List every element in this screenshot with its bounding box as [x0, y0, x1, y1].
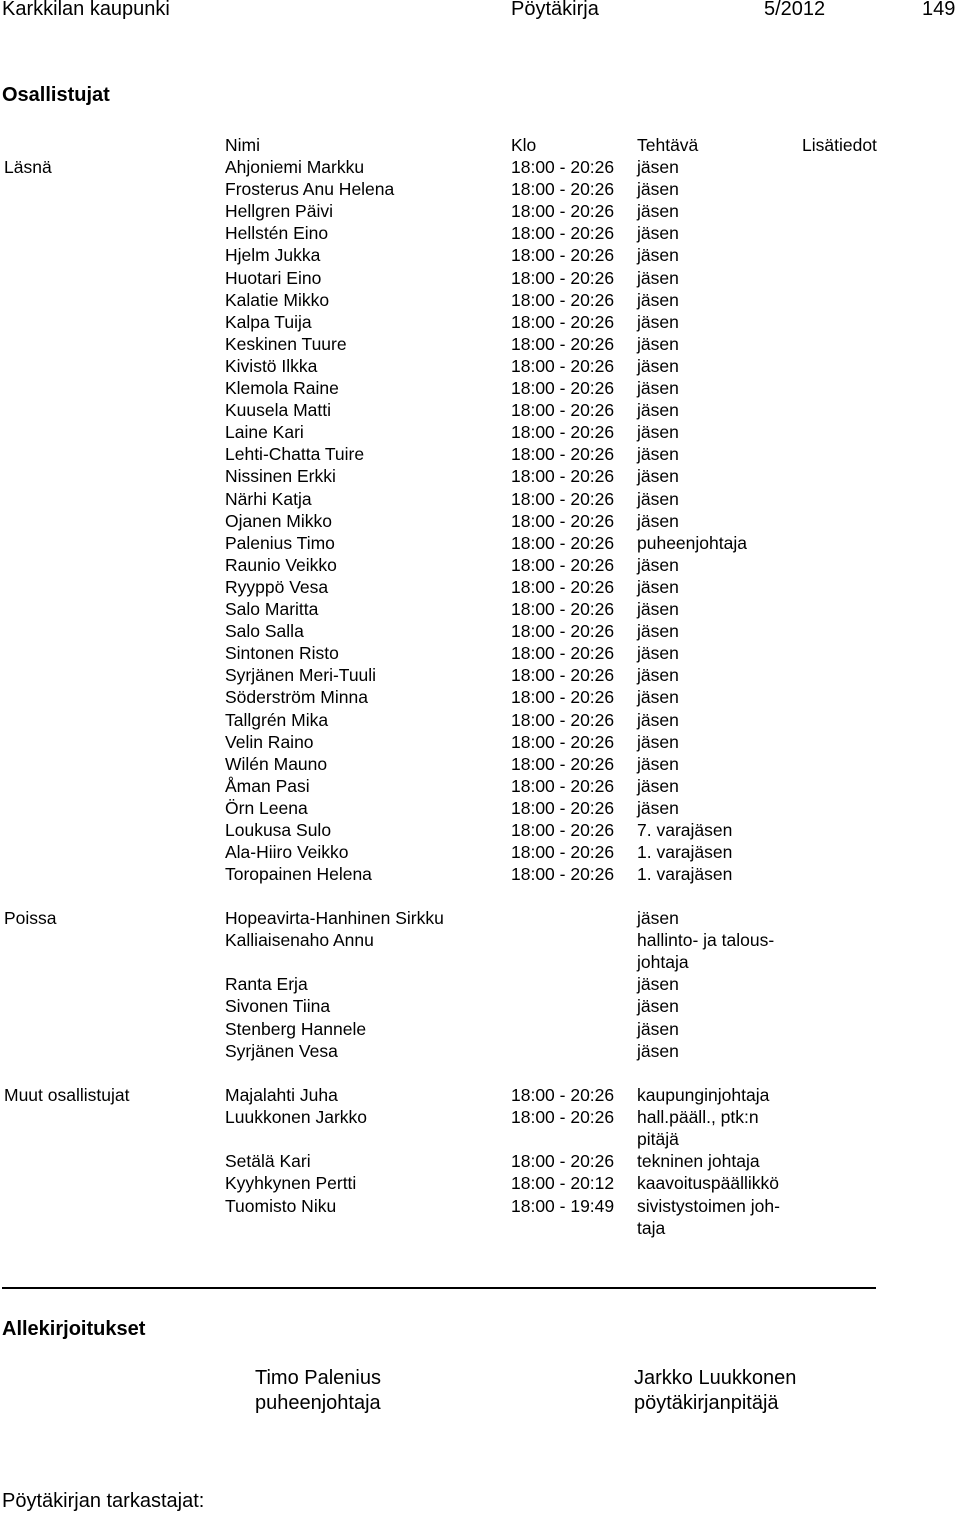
- participant-name: Syrjänen Meri-Tuuli: [225, 665, 377, 686]
- other-time: 18:00 - 19:49: [511, 1195, 615, 1216]
- other-role: kaavoituspäällikkö: [637, 1173, 780, 1194]
- other-role: sivistystoimen joh-: [637, 1195, 780, 1216]
- participant-role: jäsen: [637, 289, 679, 310]
- participant-time: 18:00 - 20:26: [511, 864, 615, 885]
- absent-name: Sivonen Tiina: [225, 996, 331, 1017]
- absent-name: Syrjänen Vesa: [225, 1040, 338, 1061]
- participant-time: 18:00 - 20:26: [511, 797, 615, 818]
- participant-time: 18:00 - 20:26: [511, 731, 615, 752]
- participant-role: jäsen: [637, 355, 679, 376]
- participant-time: 18:00 - 20:26: [511, 378, 615, 398]
- participant-role: jäsen: [637, 267, 679, 288]
- other-name: Tuomisto Niku: [225, 1195, 337, 1216]
- signer-title: puheenjohtaja: [255, 1392, 381, 1414]
- other-name: Kyyhkynen Pertti: [225, 1173, 357, 1194]
- other-time: 18:00 - 20:26: [511, 1085, 615, 1105]
- absent-role: jäsen: [637, 1018, 679, 1039]
- participant-time: 18:00 - 20:26: [511, 643, 615, 664]
- participant-time: 18:00 - 20:26: [511, 267, 615, 288]
- other-time: 18:00 - 20:26: [511, 1107, 615, 1128]
- participant-name: Toropainen Helena: [225, 864, 372, 885]
- participant-name: Salo Salla: [225, 621, 304, 642]
- signatures-title: Allekirjoitukset: [2, 1318, 146, 1340]
- document-type: Pöytäkirja: [511, 0, 599, 20]
- absent-name: Ranta Erja: [225, 974, 308, 995]
- participant-time: 18:00 - 20:26: [511, 422, 615, 443]
- other-name: Setälä Kari: [225, 1151, 311, 1172]
- participant-time: 18:00 - 20:26: [511, 621, 615, 642]
- participant-time: 18:00 - 20:26: [511, 223, 615, 244]
- absent-role: jäsen: [637, 908, 679, 928]
- participant-time: 18:00 - 20:26: [511, 245, 615, 266]
- absent-name: Kalliaisenaho Annu: [225, 930, 374, 951]
- participant-role: jäsen: [637, 333, 679, 354]
- participant-role: jäsen: [637, 245, 679, 266]
- reviewers-label: Pöytäkirjan tarkastajat:: [2, 1490, 205, 1512]
- participant-role: jäsen: [637, 731, 679, 752]
- participant-role: 1. varajäsen: [637, 842, 733, 863]
- issue-number: 5/2012: [764, 0, 826, 20]
- participant-name: Klemola Raine: [225, 378, 339, 398]
- participant-time: 18:00 - 20:26: [511, 289, 615, 310]
- column-header-name: Nimi: [225, 135, 260, 155]
- participant-role: jäsen: [637, 157, 679, 177]
- participant-time: 18:00 - 20:26: [511, 466, 615, 487]
- participant-name: Kivistö Ilkka: [225, 355, 318, 376]
- participant-role: jäsen: [637, 444, 679, 465]
- participant-role: puheenjohtaja: [637, 532, 747, 553]
- participant-name: Hellstén Eino: [225, 223, 329, 244]
- participant-role: jäsen: [637, 621, 679, 642]
- absent-name: Hopeavirta-Hanhinen Sirkku: [225, 908, 444, 928]
- absent-label: Poissa: [4, 908, 57, 928]
- participant-name: Hjelm Jukka: [225, 245, 321, 266]
- participant-name: Keskinen Tuure: [225, 333, 347, 354]
- signer-title: pöytäkirjanpitäjä: [634, 1392, 779, 1414]
- participant-name: Hellgren Päivi: [225, 201, 333, 222]
- participant-role: jäsen: [637, 643, 679, 664]
- municipality-name: Karkkilan kaupunki: [2, 0, 170, 20]
- participant-role: jäsen: [637, 753, 679, 774]
- page-number: 149: [922, 0, 956, 20]
- participant-name: Ahjoniemi Markku: [225, 157, 365, 177]
- present-label: Läsnä: [4, 157, 52, 177]
- column-header-time: Klo: [511, 135, 537, 155]
- other-role: hall.pääll., ptk:n: [637, 1107, 759, 1128]
- participant-name: Kalpa Tuija: [225, 311, 312, 332]
- participant-time: 18:00 - 20:26: [511, 709, 615, 730]
- section-divider: [2, 1287, 876, 1289]
- participant-role: jäsen: [637, 775, 679, 796]
- participant-role: jäsen: [637, 201, 679, 222]
- participant-name: Ala-Hiiro Veikko: [225, 842, 349, 863]
- participant-name: Närhi Katja: [225, 488, 312, 509]
- participant-name: Raunio Veikko: [225, 554, 337, 575]
- other-name: Majalahti Juha: [225, 1085, 338, 1105]
- participant-time: 18:00 - 20:26: [511, 488, 615, 509]
- participant-role: jäsen: [637, 510, 679, 531]
- participant-time: 18:00 - 20:26: [511, 842, 615, 863]
- participant-time: 18:00 - 20:26: [511, 599, 615, 619]
- others-label: Muut osallistujat: [4, 1085, 130, 1105]
- participant-role: jäsen: [637, 576, 679, 597]
- participant-role: jäsen: [637, 179, 679, 200]
- participant-name: Huotari Eino: [225, 267, 322, 288]
- other-time: 18:00 - 20:26: [511, 1151, 615, 1172]
- participant-time: 18:00 - 20:26: [511, 311, 615, 332]
- participant-name: Tallgrén Mika: [225, 709, 329, 730]
- participant-name: Lehti-Chatta Tuire: [225, 444, 365, 465]
- participants-title: Osallistujat: [2, 84, 110, 106]
- participant-name: Laine Kari: [225, 422, 304, 443]
- participant-time: 18:00 - 20:26: [511, 665, 615, 686]
- other-time: 18:00 - 20:12: [511, 1173, 615, 1194]
- participant-name: Söderström Minna: [225, 687, 368, 708]
- participant-role: jäsen: [637, 687, 679, 708]
- participant-time: 18:00 - 20:26: [511, 157, 615, 177]
- participant-time: 18:00 - 20:26: [511, 775, 615, 796]
- participant-time: 18:00 - 20:26: [511, 554, 615, 575]
- absent-role: jäsen: [637, 996, 679, 1017]
- participant-role: jäsen: [637, 554, 679, 575]
- participant-role: jäsen: [637, 665, 679, 686]
- absent-role: jäsen: [637, 974, 679, 995]
- participant-role: jäsen: [637, 223, 679, 244]
- participant-time: 18:00 - 20:26: [511, 355, 615, 376]
- absent-name: Stenberg Hannele: [225, 1018, 367, 1039]
- participant-name: Örn Leena: [225, 797, 308, 818]
- participant-time: 18:00 - 20:26: [511, 576, 615, 597]
- participant-name: Palenius Timo: [225, 532, 335, 553]
- participant-time: 18:00 - 20:26: [511, 179, 615, 200]
- absent-role: johtaja: [637, 952, 689, 973]
- participant-role: 7. varajäsen: [637, 820, 733, 840]
- signer-name: Jarkko Luukkonen: [634, 1367, 797, 1389]
- participant-time: 18:00 - 20:26: [511, 532, 615, 553]
- participant-role: jäsen: [637, 400, 679, 421]
- participant-role: jäsen: [637, 466, 679, 487]
- signer-name: Timo Palenius: [255, 1367, 381, 1389]
- participant-role: jäsen: [637, 378, 679, 398]
- absent-role: hallinto- ja talous-: [637, 930, 775, 951]
- participant-role: jäsen: [637, 599, 679, 619]
- participant-name: Kalatie Mikko: [225, 289, 330, 310]
- participant-role: jäsen: [637, 797, 679, 818]
- participant-role: jäsen: [637, 709, 679, 730]
- participant-time: 18:00 - 20:26: [511, 333, 615, 354]
- participant-name: Nissinen Erkki: [225, 466, 336, 487]
- other-role: kaupunginjohtaja: [637, 1085, 770, 1105]
- participant-name: Velin Raino: [225, 731, 314, 752]
- participant-role: jäsen: [637, 311, 679, 332]
- participant-name: Åman Pasi: [225, 775, 310, 796]
- column-header-notes: Lisätiedot: [802, 135, 877, 155]
- participant-time: 18:00 - 20:26: [511, 687, 615, 708]
- participant-time: 18:00 - 20:26: [511, 400, 615, 421]
- other-role: taja: [637, 1217, 666, 1238]
- participant-name: Wilén Mauno: [225, 753, 328, 774]
- participant-time: 18:00 - 20:26: [511, 444, 615, 465]
- participant-name: Ryyppö Vesa: [225, 576, 329, 597]
- participant-role: 1. varajäsen: [637, 864, 733, 885]
- other-role: tekninen johtaja: [637, 1151, 760, 1172]
- other-name: Luukkonen Jarkko: [225, 1107, 368, 1128]
- participant-role: jäsen: [637, 488, 679, 509]
- participant-name: Loukusa Sulo: [225, 820, 332, 840]
- participant-name: Ojanen Mikko: [225, 510, 332, 531]
- column-header-role: Tehtävä: [637, 135, 699, 155]
- participant-name: Sintonen Risto: [225, 643, 339, 664]
- absent-role: jäsen: [637, 1040, 679, 1061]
- participant-role: jäsen: [637, 422, 679, 443]
- participant-time: 18:00 - 20:26: [511, 201, 615, 222]
- participant-time: 18:00 - 20:26: [511, 820, 615, 840]
- participant-name: Salo Maritta: [225, 599, 319, 619]
- participant-time: 18:00 - 20:26: [511, 510, 615, 531]
- other-role: pitäjä: [637, 1129, 679, 1150]
- participant-name: Kuusela Matti: [225, 400, 332, 421]
- participant-name: Frosterus Anu Helena: [225, 179, 395, 200]
- participant-time: 18:00 - 20:26: [511, 753, 615, 774]
